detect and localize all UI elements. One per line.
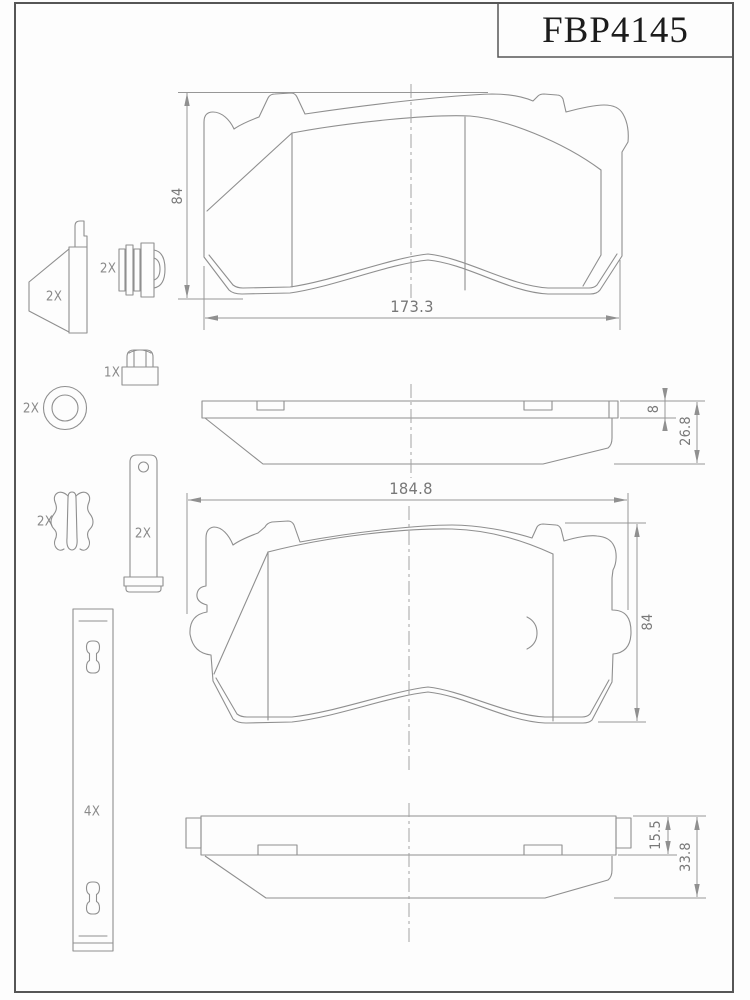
friction-top-edge [292, 116, 601, 170]
dim-label-pad2-height: 84 [640, 613, 656, 631]
plate-notch-right [524, 401, 552, 410]
wedge-hook [75, 221, 87, 247]
spring-clip-drawing [51, 492, 93, 550]
qty-retainer-strip: 4X [83, 804, 101, 820]
qty-wear-plate-wedge: 2X [45, 289, 63, 305]
washer-inner [52, 395, 78, 421]
plate2-notch-left [258, 845, 297, 855]
wedge-strip [69, 247, 87, 333]
dim-label-pad2-width: 184.8 [389, 479, 433, 498]
clip-right-arm [76, 492, 93, 550]
clip-center-loop [67, 492, 77, 550]
pin-hole [139, 462, 149, 472]
clevis-pin-drawing [124, 455, 163, 592]
pad-front-view [204, 93, 628, 294]
pin-flange-lip [126, 586, 161, 592]
clip-left-arm [51, 492, 68, 550]
dim-label-plate-thickness: 8 [646, 404, 662, 414]
qty-guide-pin-boot: 2X [99, 261, 117, 277]
dim-label-pad-width: 173.3 [390, 297, 434, 316]
bolt-drawing [122, 350, 158, 385]
pad2-outline [190, 521, 631, 723]
dim-label-total-thickness: 26.8 [678, 416, 694, 446]
qty-bolt: 1X [103, 365, 121, 381]
dim-label-pad-height: 84 [170, 187, 186, 205]
center-lines [409, 84, 411, 944]
friction-left-chamfer [207, 133, 292, 211]
pad2-friction-left-chamfer [214, 552, 268, 674]
dim-pad-height [178, 93, 488, 300]
pad2-lug-inner [527, 617, 537, 649]
plate-notch-left [257, 401, 284, 410]
pad2-plate-bottom-line [216, 678, 609, 717]
plate2-lug-right [616, 818, 631, 848]
part-number: FBP4145 [542, 9, 689, 51]
pad-outline [204, 93, 628, 294]
strip-slot-top [87, 641, 100, 673]
qty-spring-clip: 2X [36, 514, 54, 530]
plate2-lug-left [186, 818, 201, 848]
qty-clevis-pin: 2X [134, 526, 152, 542]
plate2-notch-right [524, 845, 562, 855]
qty-washer: 2X [22, 401, 40, 417]
guide-pin-boot-drawing [119, 243, 165, 297]
dim-label-plate2-thickness: 15.5 [648, 820, 664, 850]
washer-outer [44, 387, 87, 430]
washer-drawing [44, 387, 87, 430]
friction-material [205, 418, 612, 464]
dim-pad2-width [187, 493, 628, 614]
page-border [15, 3, 733, 992]
pad2-front-view [190, 521, 631, 723]
strip-slot-bottom [87, 882, 100, 914]
retainer-strip-drawing [73, 609, 113, 951]
pad-top-view [202, 401, 618, 464]
pad-plate-bottom-line [209, 254, 617, 288]
dim-pad2-height [565, 523, 646, 722]
dim-pad-width [204, 260, 620, 330]
wear-plate-wedge-drawing [29, 221, 87, 333]
dim-label-total2-thickness: 33.8 [678, 842, 694, 872]
boot-dome-inner [154, 258, 160, 280]
